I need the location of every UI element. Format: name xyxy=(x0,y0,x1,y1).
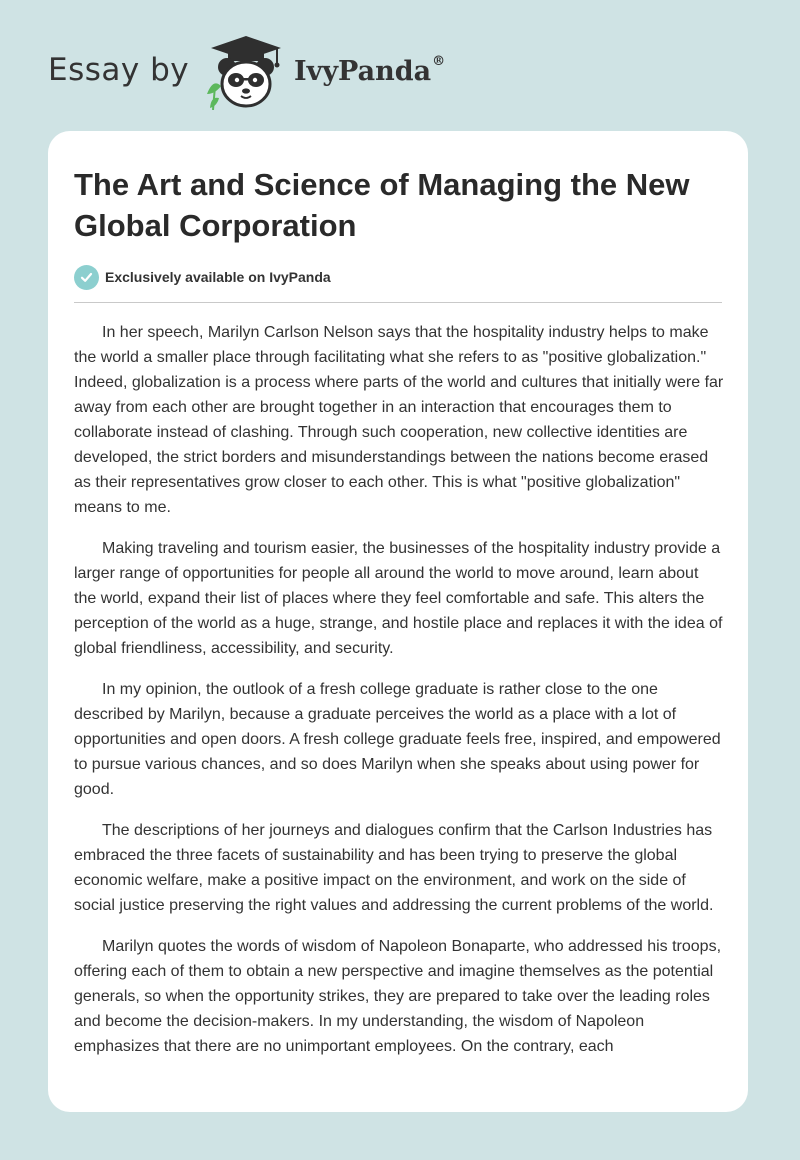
essay-title: The Art and Science of Managing the New Global Corporation xyxy=(74,167,690,243)
divider xyxy=(74,302,722,303)
paragraph: Making traveling and tourism easier, the businesses of the hospitality industry provide a larger range of opportunities for people all around the world to move around, learn about the world, expand their list of places where they feel comfortable and safe. This alters the perception of the world as a huge, strange, and hostile place and replaces it with the idea of global friendliness, accessibility, and security. xyxy=(74,540,723,657)
paragraph: The descriptions of her journeys and dialogues confirm that the Carlson Industries has embraced the three facets of sustainability and has been trying to preserve the global economic welfare, make a positive impact on the environment, and work on the side of social justice preserving the right values and addressing the current problems of the world. xyxy=(74,822,714,914)
badge-label: Exclusively available on IvyPanda xyxy=(105,269,331,285)
paragraph: Marilyn quotes the words of wisdom of Napoleon Bonaparte, who addressed his troops, offering each of them to obtain a new perspective and imagine themselves as the potential generals, so when the opportunity strikes, they are prepared to take over the leading roles and become the decision-makers. In my understanding, the wisdom of Napoleon emphasizes that there are no unimportant employees. On the contrary, each xyxy=(74,938,722,1055)
site-header xyxy=(48,34,548,114)
paragraph: In my opinion, the outlook of a fresh college graduate is rather close to the one described by Marilyn, because a graduate perceives the world as a place with a lot of opportunities and open doors. A fresh college graduate feels free, inspired, and empowered to pursue various chances, and so does Marilyn when she speaks about using power for good. xyxy=(74,681,721,798)
brand-name[interactable] xyxy=(294,56,445,87)
brand-text: IvyPanda xyxy=(294,56,432,87)
exclusive-badge xyxy=(74,264,331,290)
paragraph: In her speech, Marilyn Carlson Nelson says that the hospitality industry helps to make the world a smaller place through facilitating what she refers to as "positive globalization." Indeed, globalization is a process where parts of the world and cultures that initially were far away from each other are brought together in an interaction that encourages them to collaborate instead of clashing. Through such cooperation, new collective identities are developed, the strict borders and misunderstandings between the nations become erased as their representatives grow closer to each other. This is what "positive globalization" means to me. xyxy=(74,324,724,516)
registered-mark: ® xyxy=(432,54,446,69)
essay-body xyxy=(74,320,724,1075)
essay-card xyxy=(48,131,748,1112)
essay-by-label: Essay by xyxy=(48,52,190,88)
panda-logo-icon[interactable] xyxy=(201,34,291,110)
check-circle-icon xyxy=(74,265,99,290)
